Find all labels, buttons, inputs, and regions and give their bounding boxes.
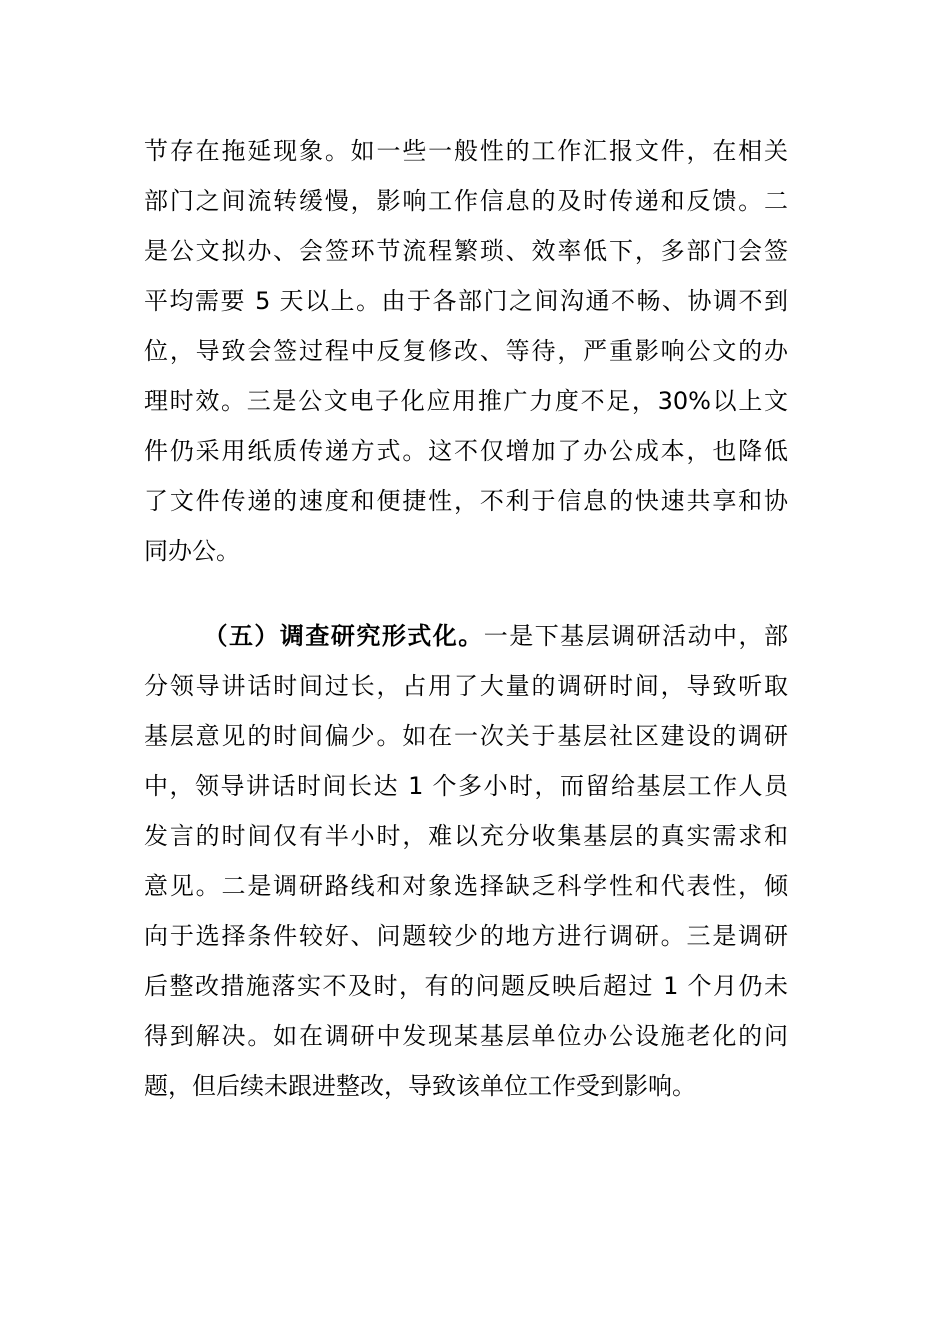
text-line: 节存在拖延现象。如一些一般性的工作汇报文件，在相关 [144,137,788,165]
text-line: 平均需要 5 天以上。由于各部门之间沟通不畅、协调不到 [144,287,788,315]
text-line: 了文件传递的速度和便捷性，不利于信息的快速共享和协 [144,487,788,515]
heading-continuation: 一是下基层调研活动中，部 [483,622,789,650]
text-line: 发言的时间仅有半小时，难以充分收集基层的真实需求和 [144,822,788,850]
paragraph-document-processing [144,126,788,576]
paragraph-research-formalism [144,611,788,1111]
text-line: 是公文拟办、会签环节流程繁琐、效率低下，多部门会签 [144,237,788,265]
text-line: 基层意见的时间偏少。如在一次关于基层社区建设的调研 [144,722,788,750]
text-line: 部门之间流转缓慢，影响工作信息的及时传递和反馈。二 [144,187,788,215]
text-line: 位，导致会签过程中反复修改、等待，严重影响公文的办 [144,337,788,365]
text-line: 分领导讲话时间过长，占用了大量的调研时间，导致听取 [144,672,788,700]
text-line-first [144,611,788,661]
section-heading: （五）调查研究形式化。 [202,622,484,650]
text-line: 后整改措施落实不及时，有的问题反映后超过 1 个月仍未 [144,972,788,1000]
text-line: 意见。二是调研路线和对象选择缺乏科学性和代表性，倾 [144,872,788,900]
text-line: 题，但后续未跟进整改，导致该单位工作受到影响。 [144,1072,696,1100]
text-line: 向于选择条件较好、问题较少的地方进行调研。三是调研 [144,922,788,950]
text-line: 件仍采用纸质传递方式。这不仅增加了办公成本，也降低 [144,437,788,465]
text-line: 同办公。 [144,537,240,565]
text-line: 得到解决。如在调研中发现某基层单位办公设施老化的问 [144,1022,788,1050]
text-line: 中，领导讲话时间长达 1 个多小时，而留给基层工作人员 [144,772,788,800]
text-line: 理时效。三是公文电子化应用推广力度不足，30%以上文 [144,387,788,415]
